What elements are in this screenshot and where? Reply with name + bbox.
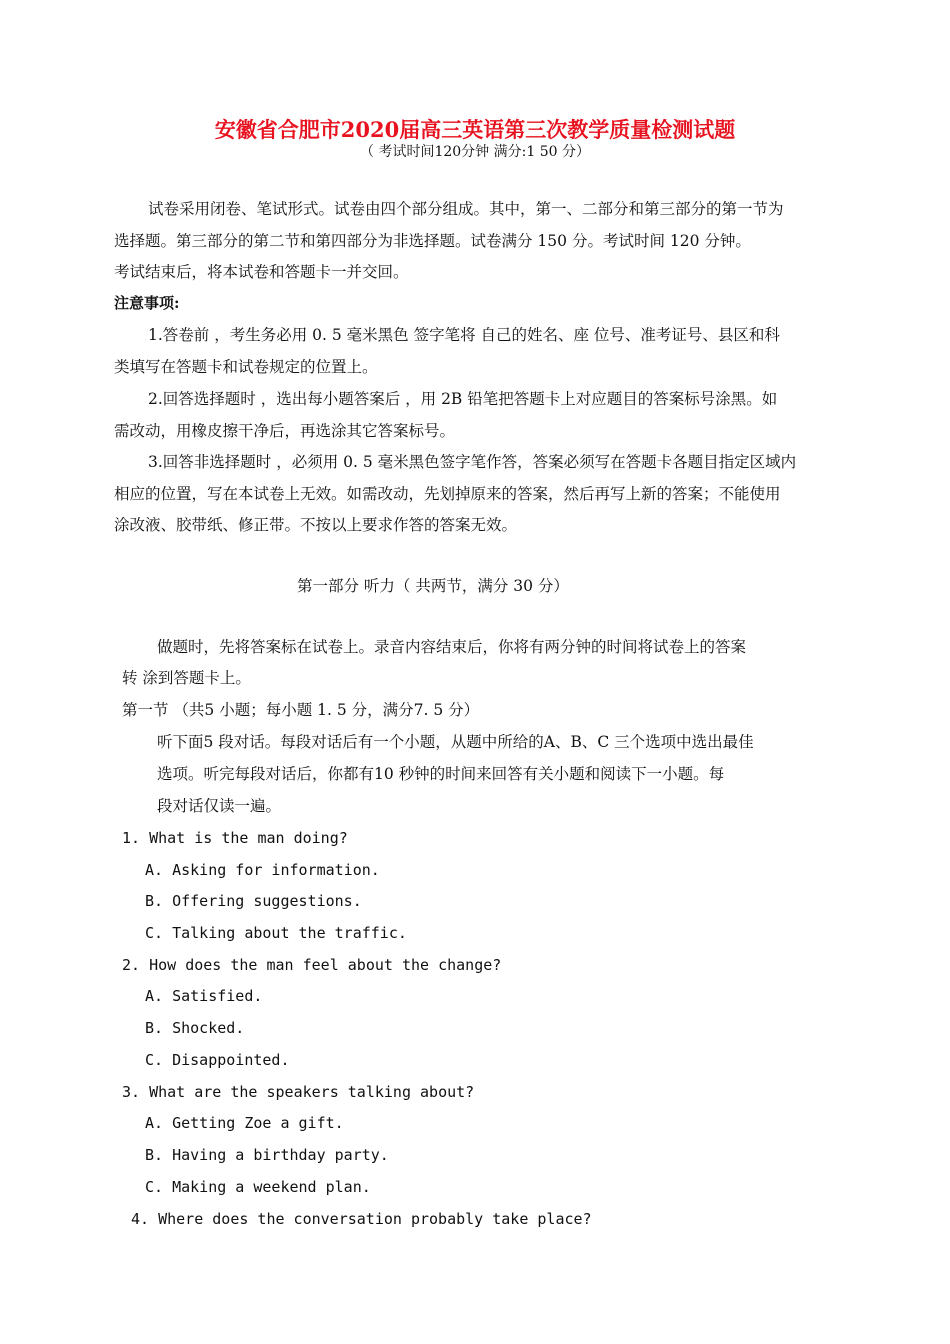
- part1-heading: 第一部分 听力（ 共两节，满分 30 分）: [297, 577, 569, 595]
- question-1-stem: 1. What is the man doing?: [122, 829, 348, 847]
- question-2-stem: 2. How does the man feel about the change?: [122, 956, 502, 974]
- notice-line-4: 需改动，用橡皮擦干净后，再选涂其它答案标号。: [114, 422, 456, 440]
- question-2-option-c: C. Disappointed.: [145, 1051, 290, 1069]
- question-3-option-c: C. Making a weekend plan.: [145, 1178, 371, 1196]
- notice-line-7: 涂改液、胶带纸、修正带。不按以上要求作答的答案无效。: [114, 516, 518, 534]
- question-4-stem: 4. Where does the conversation probably take place?: [131, 1210, 592, 1228]
- notice-line-2: 类填写在答题卡和试卷规定的位置上。: [114, 358, 378, 376]
- part1-instruction-line-2: 转 涂到答题卡上。: [122, 669, 251, 687]
- notice-line-5: 3.回答非选择题时 ，必须用 0. 5 毫米黑色签字笔作答，答案必须写在答题卡各题目指定区域内: [148, 453, 797, 471]
- intro-line-3: 考试结束后，将本试卷和答题卡一并交回。: [114, 263, 409, 281]
- intro-line-2: 选择题。第三部分的第二节和第四部分为非选择题。试卷满分 150 分。考试时间 120 分钟。: [114, 232, 751, 250]
- section1-heading: 第一节 （共5 小题；每小题 1. 5 分，满分7. 5 分）: [122, 701, 480, 719]
- question-2-option-b: B. Shocked.: [145, 1019, 245, 1037]
- question-3-option-a: A. Getting Zoe a gift.: [145, 1114, 344, 1132]
- part1-instruction-line-1: 做题时，先将答案标在试卷上。录音内容结束后，你将有两分钟的时间将试卷上的答案: [157, 638, 747, 656]
- question-1-option-b: B. Offering suggestions.: [145, 892, 362, 910]
- exam-time-and-score: （ 考试时间120分钟 满分:1 50 分）: [360, 144, 590, 160]
- intro-line-1: 试卷采用闭卷、笔试形式。试卷由四个部分组成。其中，第一、二部分和第三部分的第一节为: [148, 200, 784, 218]
- page-title: 安徽省合肥市2020届高三英语第三次教学质量检测试题: [214, 117, 736, 142]
- notice-heading: 注意事项:: [114, 294, 180, 312]
- notice-line-6: 相应的位置，写在本试卷上无效。如需改动，先划掉原来的答案，然后再写上新的答案；不能使用: [114, 485, 781, 503]
- question-1-option-a: A. Asking for information.: [145, 861, 380, 879]
- notice-line-3: 2.回答选择题时 ，选出每小题答案后 ，用 2B 铅笔把答题卡上对应题目的答案标号涂黑。如: [148, 390, 778, 408]
- question-2-option-a: A. Satisfied.: [145, 987, 263, 1005]
- section1-line-3: 段对话仅读一遍。: [157, 797, 282, 815]
- question-3-stem: 3. What are the speakers talking about?: [122, 1083, 475, 1101]
- question-3-option-b: B. Having a birthday party.: [145, 1146, 389, 1164]
- section1-line-1: 听下面5 段对话。每段对话后有一个小题，从题中所给的A、B、C 三个选项中选出最佳: [157, 733, 754, 751]
- notice-line-1: 1.答卷前 ，考生务必用 0. 5 毫米黑色 签字笔将 自己的姓名、座 位号、准考证号、县区和科: [148, 326, 780, 344]
- section1-line-2: 选项。听完每段对话后，你都有10 秒钟的时间来回答有关小题和阅读下一小题。每: [157, 765, 725, 783]
- question-1-option-c: C. Talking about the traffic.: [145, 924, 407, 942]
